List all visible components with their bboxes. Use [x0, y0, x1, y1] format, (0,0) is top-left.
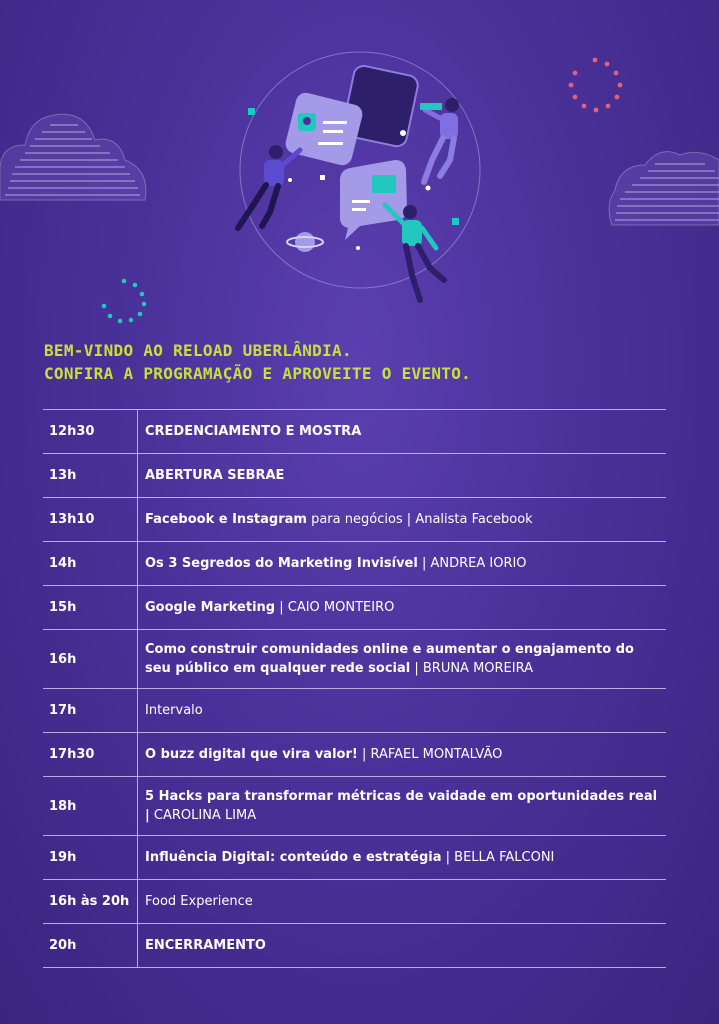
schedule-time: 15h [43, 586, 138, 630]
cloud-icon [0, 114, 146, 200]
schedule-item: Google Marketing | CAIO MONTEIRO [138, 586, 667, 630]
schedule-item: O buzz digital que vira valor! | RAFAEL MONTALVÃO [138, 733, 667, 777]
schedule-row [43, 733, 666, 777]
welcome-line: BEM-VINDO AO RELOAD UBERLÂNDIA. [44, 341, 352, 360]
schedule-row [43, 880, 666, 924]
schedule-row [43, 630, 666, 689]
planet-icon [287, 232, 323, 252]
cloud-icon [609, 152, 719, 225]
header-illustration [0, 0, 719, 330]
dotted-circle-icon [102, 279, 147, 324]
schedule-row [43, 410, 666, 454]
schedule-row [43, 542, 666, 586]
schedule-item: Intervalo [138, 689, 667, 733]
schedule-time: 19h [43, 836, 138, 880]
schedule-item: Food Experience [138, 880, 667, 924]
schedule-row [43, 454, 666, 498]
square-decoration [248, 108, 255, 115]
schedule-time: 14h [43, 542, 138, 586]
schedule-item: Facebook e Instagram para negócios | Analista Facebook [138, 498, 667, 542]
schedule-row [43, 777, 666, 836]
schedule-row [43, 689, 666, 733]
schedule-table [43, 409, 666, 968]
schedule-item: ENCERRAMENTO [138, 924, 667, 968]
schedule-time: 20h [43, 924, 138, 968]
schedule-time: 17h30 [43, 733, 138, 777]
dotted-circle-icon [569, 58, 623, 113]
schedule-item: Influência Digital: conteúdo e estratégia | BELLA FALCONI [138, 836, 667, 880]
person-vr-icon [420, 98, 459, 182]
schedule-time: 13h10 [43, 498, 138, 542]
schedule-time: 17h [43, 689, 138, 733]
person-vr-icon [238, 145, 300, 228]
schedule-time: 12h30 [43, 410, 138, 454]
schedule-item: CREDENCIAMENTO E MOSTRA [138, 410, 667, 454]
schedule-item: Como construir comunidades online e aumentar o engajamento do seu público em qualquer rede social | BRUNA MOREIRA [138, 630, 667, 689]
square-decoration [320, 175, 325, 180]
schedule-row [43, 586, 666, 630]
schedule-row [43, 924, 666, 968]
schedule-time: 16h [43, 630, 138, 689]
schedule-time: 18h [43, 777, 138, 836]
square-decoration [452, 218, 459, 225]
image-card-icon [340, 160, 407, 240]
schedule-item: ABERTURA SEBRAE [138, 454, 667, 498]
schedule-row [43, 836, 666, 880]
schedule-item: 5 Hacks para transformar métricas de vaidade em oportunidades real | CAROLINA LIMA [138, 777, 667, 836]
schedule-item: Os 3 Segredos do Marketing Invisível | ANDREA IORIO [138, 542, 667, 586]
schedule-time: 13h [43, 454, 138, 498]
schedule-row [43, 498, 666, 542]
schedule-intro-line: CONFIRA A PROGRAMAÇÃO E APROVEITE O EVENTO. [44, 364, 472, 383]
welcome-heading [44, 339, 684, 385]
schedule-time: 16h às 20h [43, 880, 138, 924]
